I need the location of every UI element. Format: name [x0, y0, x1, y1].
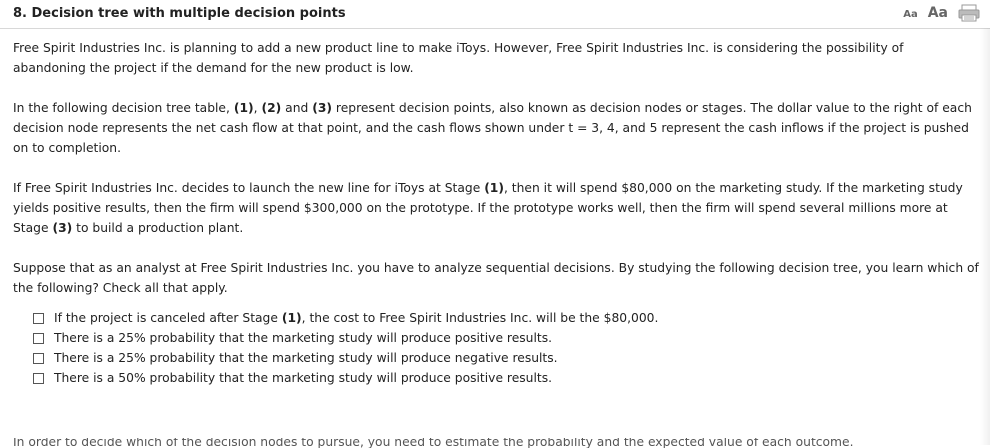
checkbox[interactable]: [33, 353, 44, 364]
question-title: 8. Decision tree with multiple decision points: [13, 6, 346, 21]
option-label: There is a 50% probability that the marketing study will produce positive results.: [54, 371, 553, 385]
node-label-3: (3): [312, 101, 332, 115]
text-run: to build a production plant.: [72, 221, 244, 235]
node-label-1: (1): [484, 181, 504, 195]
option-label: [54, 311, 658, 325]
decision-points-paragraph: [13, 98, 979, 158]
text-run: , then it will spend $80,000 on the marketing study. If the marketing study yields positive results, then the firm will spend $300,000 on the prototype. If the prototype works well, then the firm will spend several millions more at Stage: [13, 181, 963, 235]
prompt-paragraph: Suppose that as an analyst at Free Spirit Industries Inc. you have to analyze sequential decisions. By studying the following decision tree, you learn which of the following? Check all that apply.: [13, 261, 979, 295]
cutoff-next-paragraph: [13, 438, 979, 448]
answer-options: [13, 308, 979, 388]
text-tools: [903, 4, 980, 22]
checkbox[interactable]: [33, 373, 44, 384]
node-label-1: (1): [281, 311, 302, 325]
text-run: If Free Spirit Industries Inc. decides to launch the new line for iToys at Stage: [13, 181, 485, 195]
print-icon[interactable]: [958, 4, 980, 22]
answer-option-3[interactable]: [33, 348, 979, 368]
text-run: , the cost to Free Spirit Industries Inc. will be the $80,000.: [301, 311, 659, 325]
font-size-large-button[interactable]: Aa: [927, 5, 948, 21]
text-run: and: [281, 101, 313, 115]
cutoff-text: In order to decide which of the decision nodes to pursue, you need to estimate the probability and the expected value of each outcome.: [13, 438, 854, 448]
scroll-edge: [980, 28, 990, 445]
answer-option-1[interactable]: [33, 308, 979, 328]
text-run: ,: [253, 101, 262, 115]
answer-option-2[interactable]: [33, 328, 979, 348]
question-body: [13, 38, 979, 388]
checkbox[interactable]: [33, 333, 44, 344]
text-run: If the project is canceled after Stage: [54, 311, 282, 325]
answer-option-4[interactable]: [33, 368, 979, 388]
node-label-2: (2): [261, 101, 282, 115]
option-label: There is a 25% probability that the marketing study will produce negative results.: [54, 351, 558, 365]
question-header: [0, 0, 990, 29]
font-size-small-button[interactable]: Aa: [903, 9, 918, 20]
intro-paragraph: Free Spirit Industries Inc. is planning to add a new product line to make iToys. However, Free Spirit Industries Inc. is considering the possibility of abandoning the project if the demand for the new product is low.: [13, 41, 904, 75]
checkbox[interactable]: [33, 313, 44, 324]
node-label-3: (3): [52, 221, 73, 235]
stages-paragraph: [13, 178, 979, 238]
text-run: In the following decision tree table,: [13, 101, 234, 115]
node-label-1: (1): [233, 101, 254, 115]
text-run: represent decision points, also known as decision nodes or stages. The dollar value to the right of each decision node represents the net cash flow at that point, and the cash flows shown under t = 3, 4, and 5 represent the cash inflows if the project is pushed on to completion.: [13, 101, 972, 155]
option-label: There is a 25% probability that the marketing study will produce positive results.: [54, 331, 553, 345]
